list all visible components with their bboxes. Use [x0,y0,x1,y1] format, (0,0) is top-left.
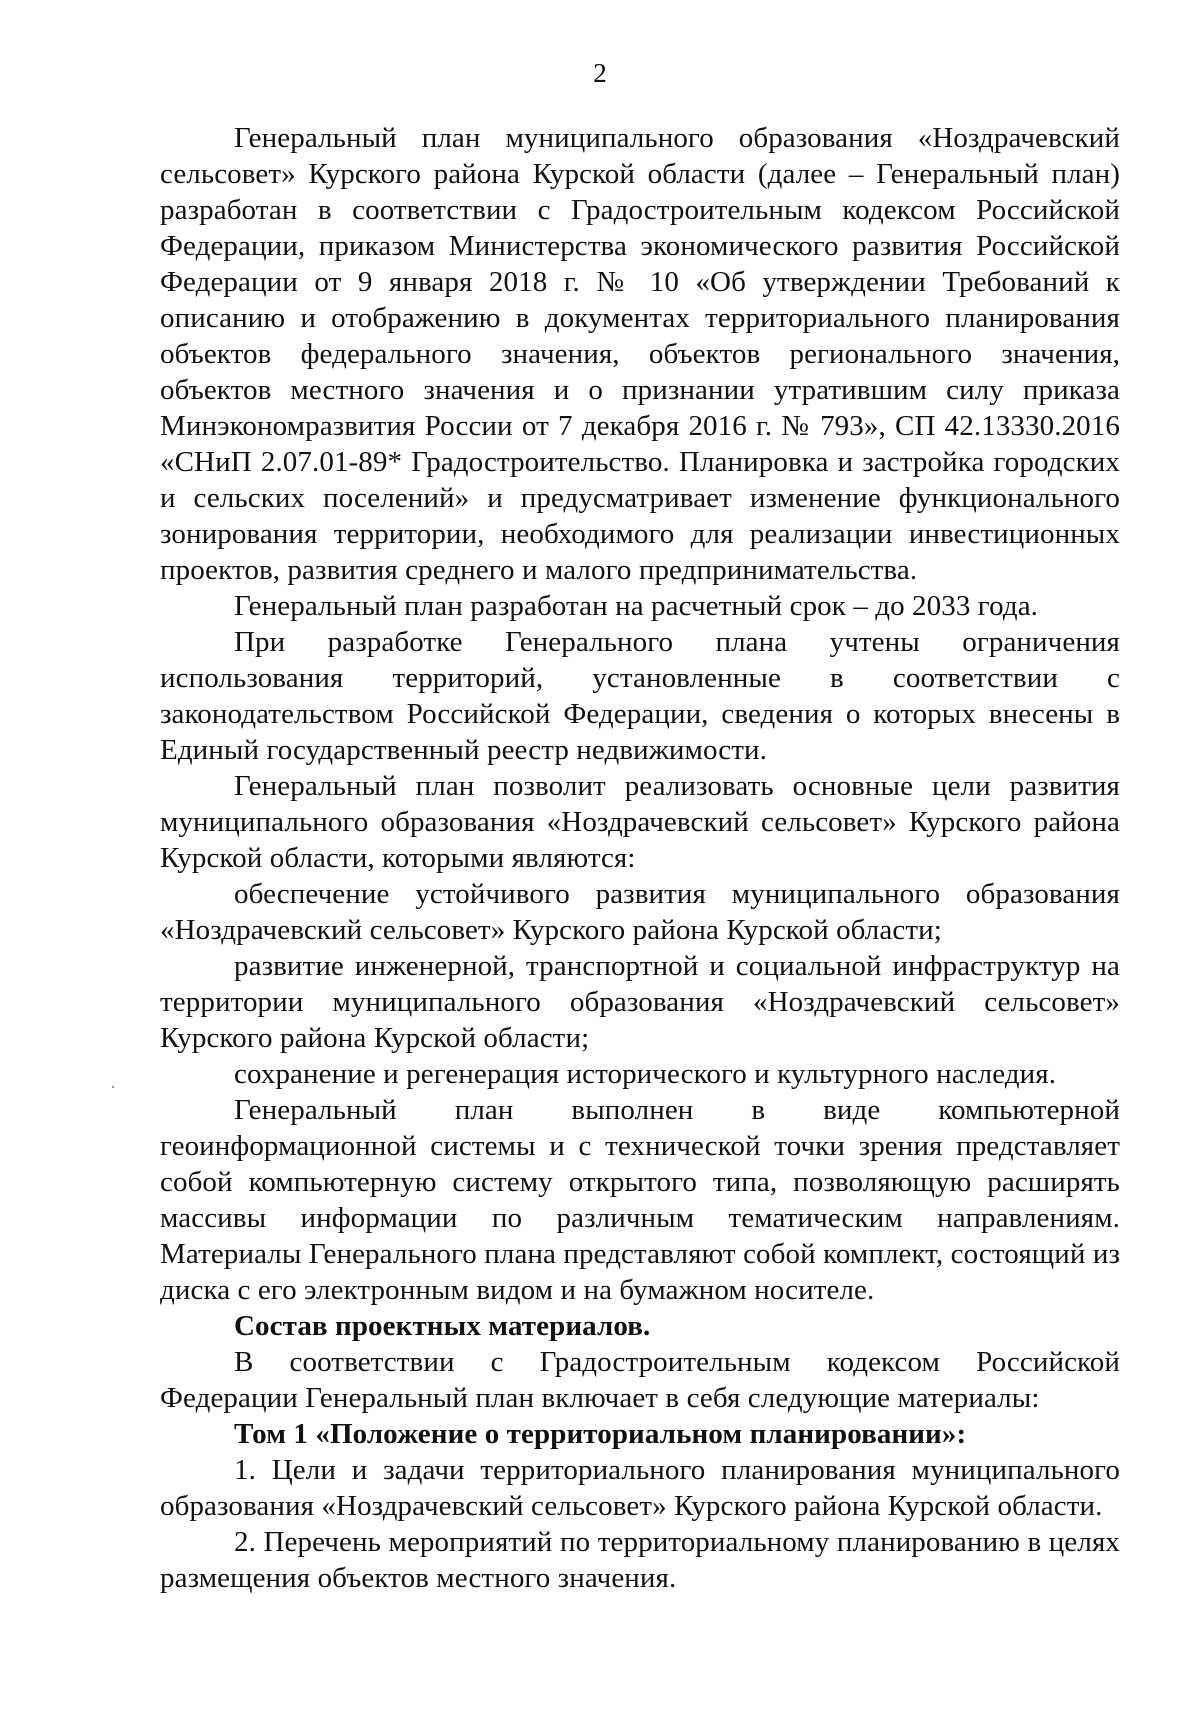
paragraph-materials-intro: В соответствии с Градостроительным кодексом Российской Федерации Генеральный план включает в себя следующие материалы: [160,1346,1120,1414]
page-number: 2 [593,58,607,88]
list-item-goals-and-tasks: 1. Цели и задачи территориального планирования муниципального образования «Ноздрачевский сельсовет» Курского района Курской области. [160,1454,1120,1522]
paragraph-general-plan-basis: Генеральный план муниципального образования «Ноздрачевский сельсовет» Курского района Курской области (далее – Генеральный план) разработан в соответствии с Градостроительным кодексом Российской Федерации, приказом Министерства экономического развития Российской Федерации от 9 января 2018 г. № 10 «Об утверждении Требований к описанию и отображению в документах территориального планирования объектов федерального значения, объектов регионального значения, объектов местного значения и о признании утратившим силу приказа Минэкономразвития России от 7 декабря 2016 г. № 793», СП 42.13330.2016 «СНиП 2.07.01-89* Градостроительство. Планировка и застройка городских и сельских поселений» и предусматривает изменение функционального зонирования территории, необходимого для реализации инвестиционных проектов, развития среднего и малого предпринимательства. [160,122,1120,586]
paragraph-territory-restrictions: При разработке Генерального плана учтены ограничения использования территорий, установленные в соответствии с законодательством Российской Федерации, сведения о которых внесены в Единый государственный реестр недвижимости. [160,626,1120,766]
section-heading-project-materials: Состав проектных материалов. [234,1310,651,1342]
paragraph-plan-term: Генеральный план разработан на расчетный срок – до 2033 года. [234,590,1039,622]
volume-heading: Том 1 «Положение о территориальном планировании»: [234,1418,967,1450]
paragraph-development-goals-intro: Генеральный план позволит реализовать основные цели развития муниципального образования «Ноздрачевский сельсовет» Курского района Курской области, которыми являются: [160,770,1120,874]
scan-artifact [112,1086,114,1088]
paragraph-goal-sustainable-development: обеспечение устойчивого развития муниципального образования «Ноздрачевский сельсовет» Курского района Курской области; [160,878,1120,946]
document-body [160,120,1120,1596]
list-item-measures: 2. Перечень мероприятий по территориальному планированию в целях размещения объектов местного значения. [160,1526,1120,1594]
paragraph-goal-infrastructure: развитие инженерной, транспортной и социальной инфраструктур на территории муниципального образования «Ноздрачевский сельсовет» Курского района Курской области; [160,950,1120,1054]
paragraph-goal-heritage: сохранение и регенерация исторического и культурного наследия. [234,1058,1057,1090]
paragraph-gis-format: Генеральный план выполнен в виде компьютерной геоинформационной системы и с технической точки зрения представляет собой компьютерную систему открытого типа, позволяющую расширять массивы информации по различным тематическим направлениям. Материалы Генерального плана представляют собой комплект, состоящий из диска с его электронным видом и на бумажном носителе. [160,1094,1120,1306]
